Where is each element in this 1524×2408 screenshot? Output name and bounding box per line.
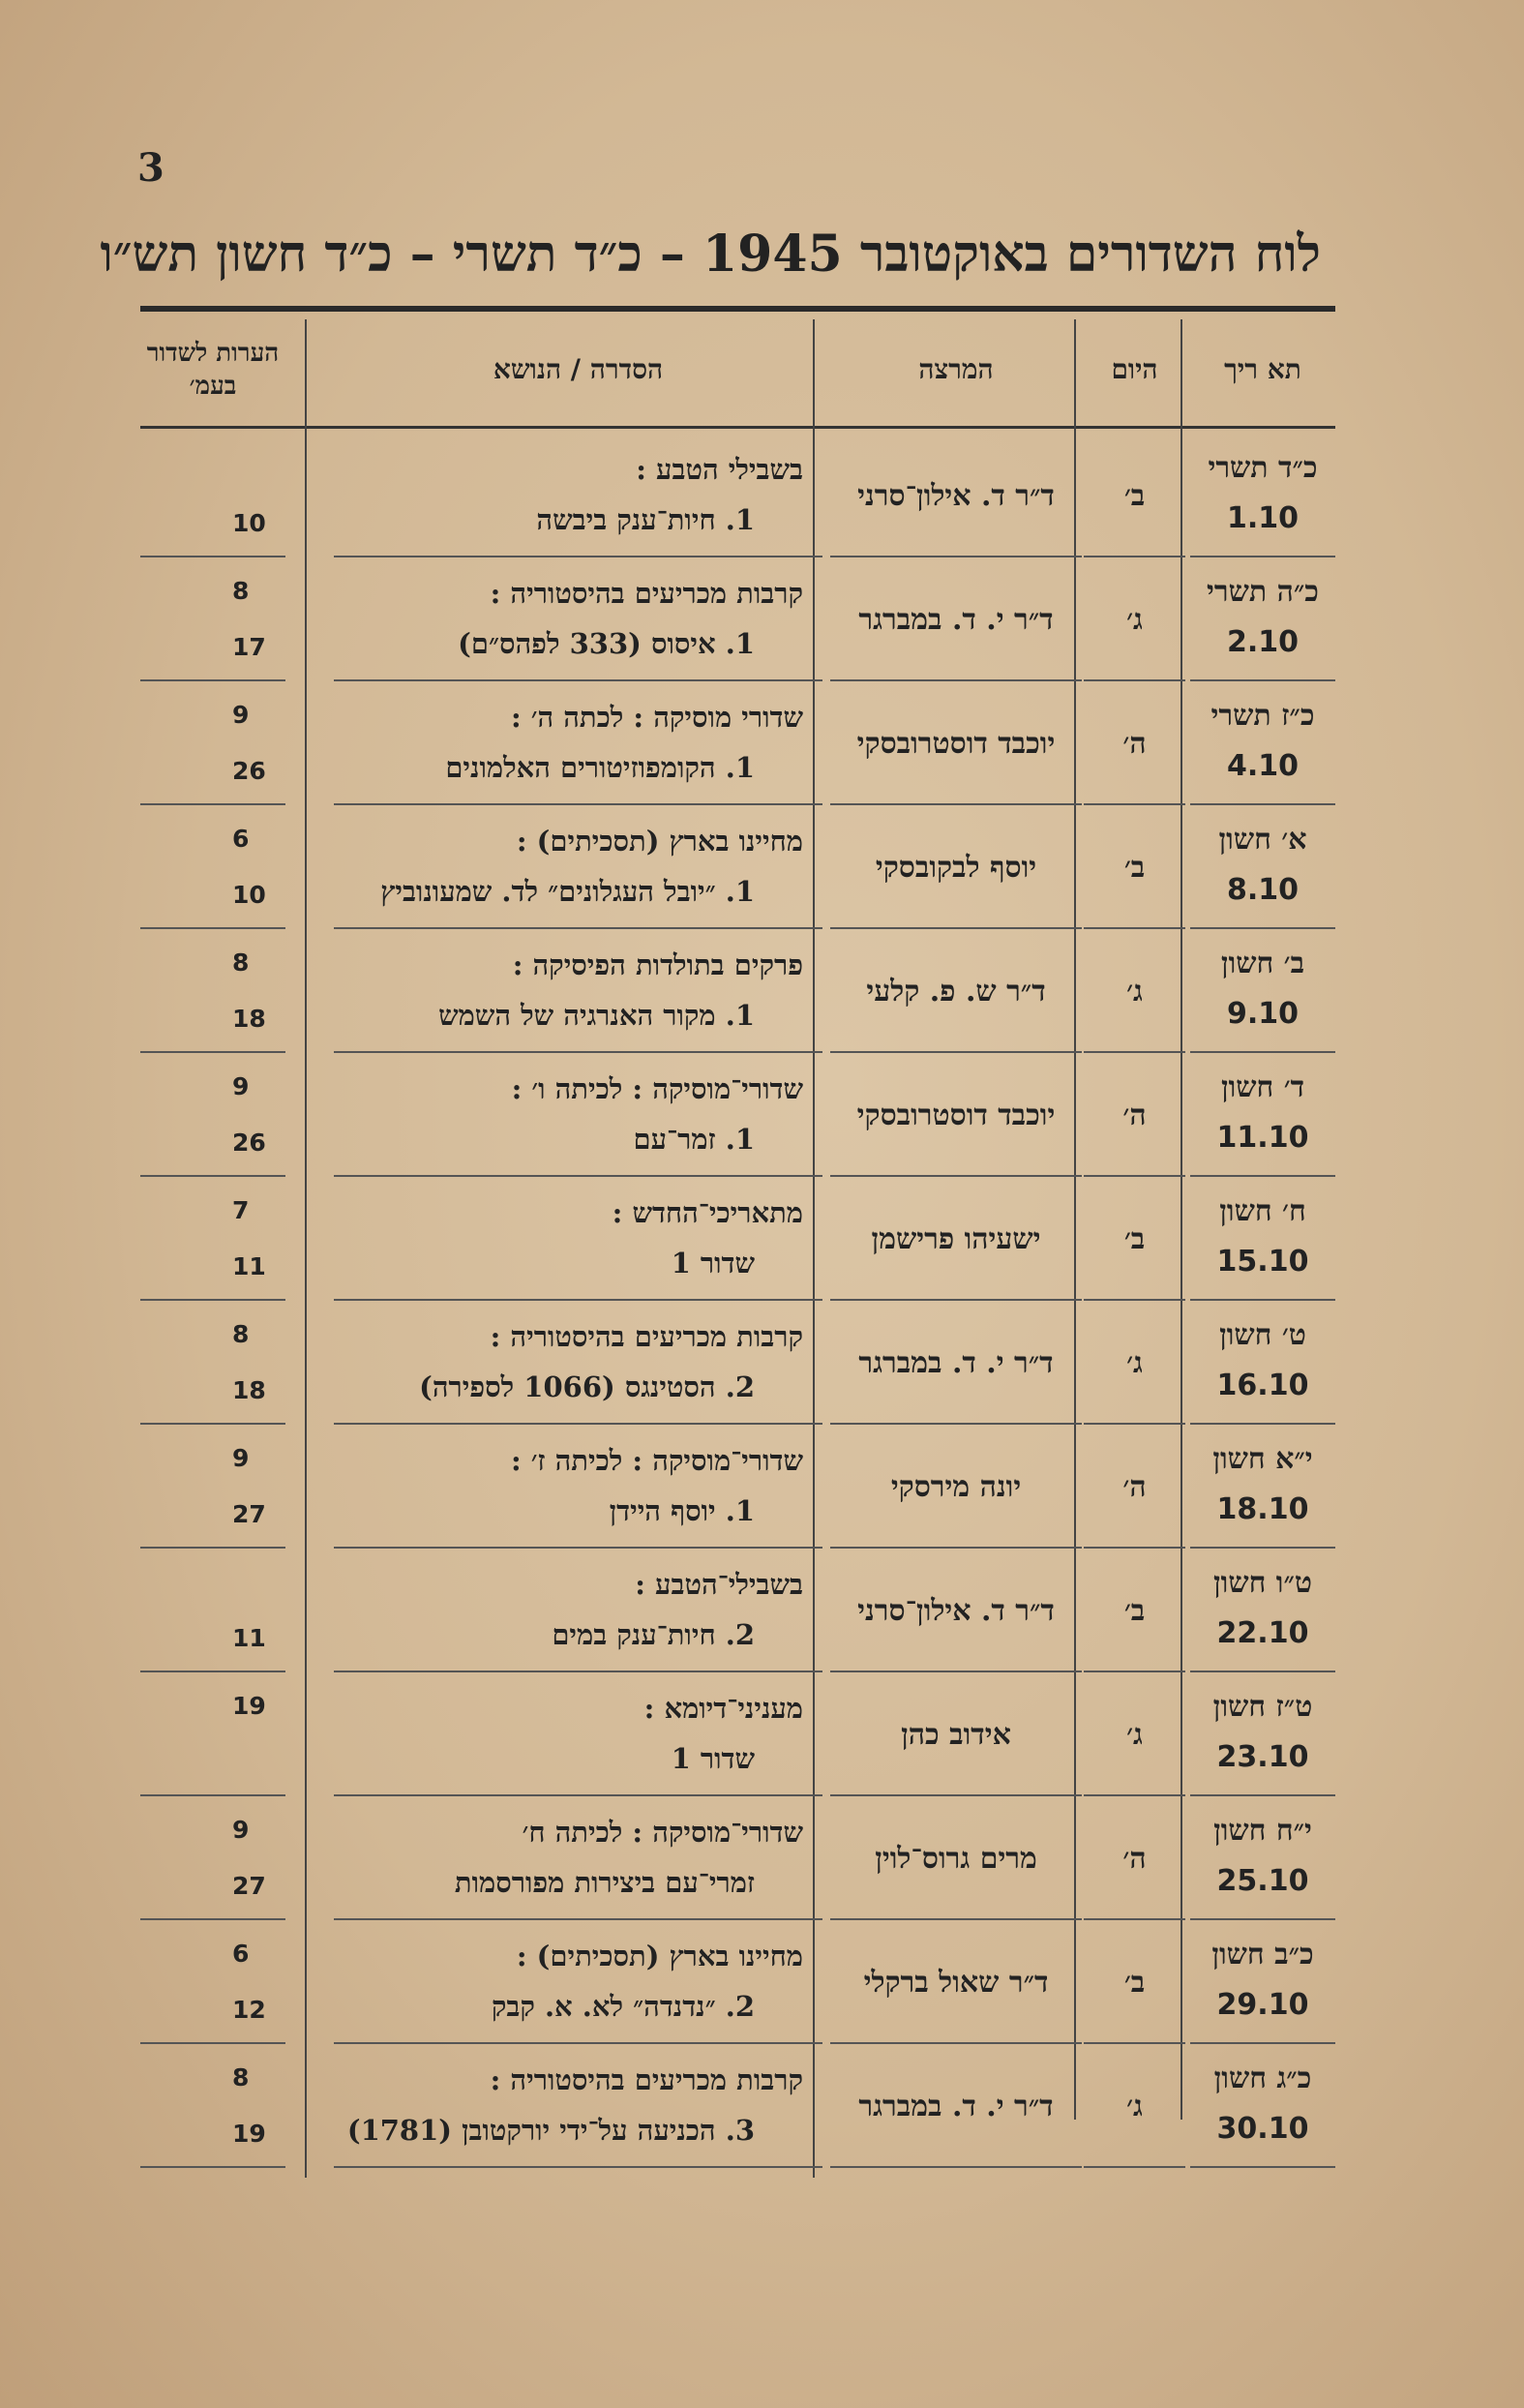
hebrew-date: ט׳ חשון <box>1219 1318 1306 1352</box>
date-cell <box>1190 805 1335 929</box>
page-ref: 9 <box>232 1816 250 1844</box>
broadcast-topic: 1. ״יובל העגלונים״ לד. שמעונוביץ <box>380 875 755 908</box>
notes-cell <box>140 2044 266 2168</box>
page-ref: 8 <box>232 2063 250 2092</box>
notes-cell <box>140 805 266 929</box>
topic-cell <box>334 1920 822 2044</box>
broadcast-topic: 1. איסוס (333 לפהס״ם) <box>458 627 755 660</box>
date-cell <box>1190 1177 1335 1301</box>
hebrew-date: כ״ד תשרי <box>1208 451 1318 485</box>
date-cell <box>1190 1672 1335 1796</box>
hebrew-date: ח׳ חשון <box>1219 1194 1306 1228</box>
table-row <box>140 1549 1335 1672</box>
page-ref: 11 <box>232 1624 266 1652</box>
day-cell: ג׳ <box>1126 1717 1143 1752</box>
page-ref: 27 <box>232 1872 266 1900</box>
series-title: מחיינו בארץ (תסכיתים) : <box>516 1940 803 1972</box>
topic-cell <box>334 681 822 805</box>
date-cell <box>1190 434 1335 557</box>
series-title: מחיינו בארץ (תסכיתים) : <box>516 825 803 858</box>
gregorian-date: 18.10 <box>1216 1492 1309 1526</box>
lecturer-cell: ד״ר ד. אילון־סרני <box>857 478 1055 513</box>
row-rule <box>830 2166 1082 2168</box>
lecturer-cell: ד״ר ד. אילון־סרני <box>857 1593 1055 1628</box>
topic-cell <box>334 557 822 681</box>
day-cell: ב׳ <box>1123 1221 1146 1256</box>
page-ref: 8 <box>232 1320 250 1348</box>
header-rule <box>140 426 1335 429</box>
page-ref: 19 <box>232 2120 266 2148</box>
topic-cell <box>334 1425 822 1549</box>
page-ref: 8 <box>232 577 250 605</box>
page-ref: 6 <box>232 1940 250 1968</box>
page-ref: 18 <box>232 1005 266 1033</box>
date-cell <box>1190 557 1335 681</box>
series-title: שדורי־מוסיקה : לכיתה ו׳ : <box>511 1072 803 1105</box>
table-row <box>140 434 1335 557</box>
gregorian-date: 30.10 <box>1216 2112 1309 2146</box>
notes-cell <box>140 557 266 681</box>
hebrew-date: ב׳ חשון <box>1220 947 1305 980</box>
day-cell: ב׳ <box>1123 1965 1146 2000</box>
day-cell: ה׳ <box>1122 1841 1147 1876</box>
notes-cell <box>140 1053 266 1177</box>
series-title: שדורי מוסיקה : לכתה ה׳ : <box>510 701 803 734</box>
gregorian-date: 8.10 <box>1226 873 1300 907</box>
page-ref: 26 <box>232 1129 266 1157</box>
header-day: היום <box>1111 353 1158 385</box>
gregorian-date: 29.10 <box>1216 1988 1309 2022</box>
hebrew-date: כ״ב חשון <box>1211 1938 1314 1972</box>
table-header <box>140 312 1335 428</box>
series-title: קרבות מכריעים בהיסטוריה : <box>490 577 803 610</box>
page-ref: 9 <box>232 701 250 729</box>
lecturer-cell: ד״ר ש. פ. קלעי <box>866 974 1046 1008</box>
notes-cell <box>140 1796 266 1920</box>
topic-cell <box>334 1796 822 1920</box>
topic-cell <box>334 1549 822 1672</box>
header-topic: הסדרה / הנושא <box>493 353 664 385</box>
table-row <box>140 1672 1335 1796</box>
date-cell <box>1190 1425 1335 1549</box>
topic-cell <box>334 434 822 557</box>
date-cell <box>1190 1920 1335 2044</box>
page-ref: 27 <box>232 1500 266 1528</box>
day-cell: ג׳ <box>1126 1345 1143 1380</box>
table-row <box>140 805 1335 929</box>
date-cell <box>1190 681 1335 805</box>
table-row <box>140 929 1335 1053</box>
notes-cell <box>140 1672 266 1796</box>
topic-cell <box>334 1053 822 1177</box>
day-cell: ג׳ <box>1126 602 1143 637</box>
page-ref: 7 <box>232 1196 250 1224</box>
page-ref: 18 <box>232 1376 266 1404</box>
page-ref: 9 <box>232 1072 250 1100</box>
day-cell: ג׳ <box>1126 2089 1143 2123</box>
table-row <box>140 1053 1335 1177</box>
hebrew-date: ט״ו חשון <box>1213 1566 1312 1600</box>
table-row <box>140 1796 1335 1920</box>
page-ref: 11 <box>232 1252 266 1280</box>
broadcast-topic: 3. הכניעה על־ידי יורקטובן (1781) <box>346 2114 755 2147</box>
table-row <box>140 2044 1335 2168</box>
gregorian-date: 4.10 <box>1226 749 1300 783</box>
topic-cell <box>334 805 822 929</box>
lecturer-cell: מרים גרוס־לוין <box>875 1841 1037 1876</box>
gregorian-date: 11.10 <box>1216 1121 1309 1155</box>
gregorian-date: 23.10 <box>1216 1740 1309 1774</box>
lecturer-cell: ד״ר שאול ברקלי <box>863 1965 1049 2000</box>
topic-cell <box>334 929 822 1053</box>
series-title: קרבות מכריעים בהיסטוריה : <box>490 2063 803 2096</box>
hebrew-date: כ״ה תשרי <box>1207 575 1319 609</box>
notes-cell <box>140 681 266 805</box>
page-ref: 19 <box>232 1692 266 1720</box>
gregorian-date: 22.10 <box>1216 1616 1309 1650</box>
date-cell <box>1190 1796 1335 1920</box>
row-rule <box>1084 2166 1185 2168</box>
series-title: בשבילי הטבע : <box>636 453 803 486</box>
lecturer-cell: אידוב כהן <box>901 1717 1011 1752</box>
table-row <box>140 1177 1335 1301</box>
series-title: בשבילי־הטבע : <box>635 1568 803 1601</box>
date-cell <box>1190 2044 1335 2168</box>
row-rule <box>334 2166 822 2168</box>
table-row <box>140 557 1335 681</box>
page-ref: 26 <box>232 757 266 785</box>
day-cell: ה׳ <box>1122 726 1147 761</box>
date-cell <box>1190 1301 1335 1425</box>
hebrew-date: כ״ג חשון <box>1213 2062 1312 2095</box>
hebrew-date: א׳ חשון <box>1218 823 1307 857</box>
series-title: קרבות מכריעים בהיסטוריה : <box>490 1320 803 1353</box>
hebrew-date: ד׳ חשון <box>1220 1070 1305 1104</box>
series-title: מעניני־דיומא : <box>643 1692 803 1725</box>
table-row <box>140 681 1335 805</box>
header-lecturer: המרצה <box>918 353 994 385</box>
topic-cell <box>334 1177 822 1301</box>
notes-cell <box>140 1920 266 2044</box>
broadcast-topic: 1. הקומפוזיטורים האלמונים <box>445 751 755 784</box>
broadcast-topic: שדור 1 <box>671 1247 755 1279</box>
hebrew-date: ט״ז חשון <box>1212 1690 1313 1724</box>
page-title: לוח השדורים באוקטובר 1945 – כ״ד תשרי – כ״ד חשון תש״ו <box>100 225 1321 284</box>
gregorian-date: 1.10 <box>1226 501 1300 535</box>
header-notes: הערות לשדור בעמ׳ <box>146 339 280 401</box>
day-cell: ה׳ <box>1122 1469 1147 1504</box>
table-row <box>140 1425 1335 1549</box>
day-cell: ב׳ <box>1123 1593 1146 1628</box>
page-ref: 8 <box>232 948 250 977</box>
day-cell: ה׳ <box>1122 1098 1147 1132</box>
hebrew-date: כ״ז תשרי <box>1210 699 1315 733</box>
gregorian-date: 16.10 <box>1216 1369 1309 1402</box>
broadcast-topic: זמרי־עם ביצירות מפורסמות <box>454 1866 755 1899</box>
page-ref: 17 <box>232 633 266 661</box>
table-row <box>140 1301 1335 1425</box>
day-cell: ב׳ <box>1123 478 1146 513</box>
notes-cell <box>140 1177 266 1301</box>
series-title: שדורי־מוסיקה : לכיתה ח׳ <box>522 1816 803 1849</box>
notes-cell <box>140 1425 266 1549</box>
topic-cell <box>334 1672 822 1796</box>
gregorian-date: 25.10 <box>1216 1864 1309 1898</box>
hebrew-date: י״א חשון <box>1212 1442 1313 1476</box>
gregorian-date: 2.10 <box>1226 625 1300 659</box>
lecturer-cell: יוכבד דוסטרובסקי <box>856 1098 1056 1132</box>
date-cell <box>1190 1549 1335 1672</box>
topic-cell <box>334 2044 822 2168</box>
lecturer-cell: ד״ר י. ד. במברגר <box>858 2089 1054 2123</box>
lecturer-cell: יונה מירסקי <box>890 1469 1022 1504</box>
broadcast-topic: 2. הסטינגס (1066 לספירה) <box>419 1370 755 1403</box>
broadcast-topic: 1. זמר־עם <box>633 1123 755 1156</box>
gregorian-date: 9.10 <box>1226 997 1300 1031</box>
hebrew-date: י״ח חשון <box>1213 1814 1312 1848</box>
date-cell <box>1190 929 1335 1053</box>
lecturer-cell: ישעיהו פרישמן <box>871 1221 1041 1256</box>
lecturer-cell: יוסף לבקובסקי <box>875 850 1037 885</box>
table-row <box>140 1920 1335 2044</box>
date-cell <box>1190 1053 1335 1177</box>
broadcast-topic: 1. יוסף היידן <box>609 1494 755 1527</box>
series-title: מתאריכי־החדש : <box>612 1196 803 1229</box>
lecturer-cell: ד״ר י. ד. במברגר <box>858 602 1054 637</box>
page-ref: 10 <box>232 509 266 537</box>
row-rule <box>140 2166 285 2168</box>
day-cell: ב׳ <box>1123 850 1146 885</box>
gregorian-date: 15.10 <box>1216 1245 1309 1279</box>
notes-cell <box>140 1549 266 1672</box>
day-cell: ג׳ <box>1126 974 1143 1008</box>
broadcast-topic: שדור 1 <box>671 1742 755 1775</box>
row-rule <box>1190 2166 1335 2168</box>
header-date: תא ריך <box>1224 353 1301 385</box>
broadcast-topic: 2. ״נדנדה״ לא. א. קבק <box>491 1990 755 2023</box>
series-title: פרקים בתולדות הפיסיקה : <box>512 948 803 981</box>
notes-cell <box>140 1301 266 1425</box>
page-number: 3 <box>137 145 164 191</box>
broadcast-topic: 1. חיות־ענק ביבשה <box>536 503 755 536</box>
page-ref: 12 <box>232 1996 266 2024</box>
page-ref: 9 <box>232 1444 250 1472</box>
page-ref: 10 <box>232 881 266 909</box>
lecturer-cell: יוכבד דוסטרובסקי <box>856 726 1056 761</box>
broadcast-topic: 1. מקור האנרגיה של השמש <box>438 999 755 1032</box>
broadcast-topic: 2. חיות־ענק במים <box>552 1618 755 1651</box>
topic-cell <box>334 1301 822 1425</box>
notes-cell <box>140 929 266 1053</box>
page-ref: 6 <box>232 825 250 853</box>
lecturer-cell: ד״ר י. ד. במברגר <box>858 1345 1054 1380</box>
notes-cell <box>140 434 266 557</box>
series-title: שדורי־מוסיקה : לכיתה ז׳ : <box>510 1444 803 1477</box>
